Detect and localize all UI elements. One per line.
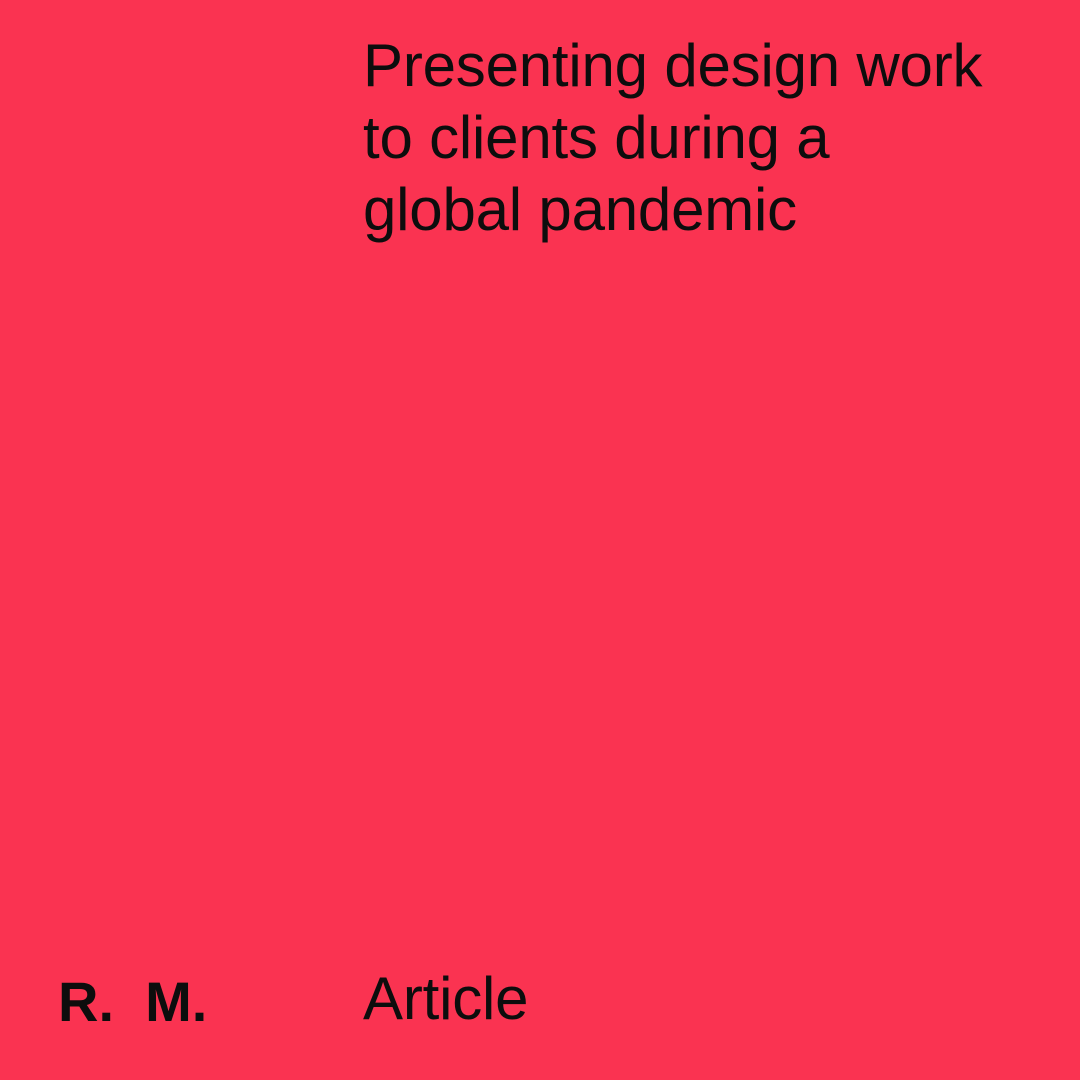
- article-title-line: global pandemic: [363, 176, 797, 243]
- category-label: Article: [363, 965, 529, 1032]
- article-title-line: Presenting design work: [363, 32, 983, 99]
- author-initials: R. M.: [58, 970, 208, 1033]
- article-title: [363, 30, 1053, 246]
- article-title-line: to clients during a: [363, 104, 830, 171]
